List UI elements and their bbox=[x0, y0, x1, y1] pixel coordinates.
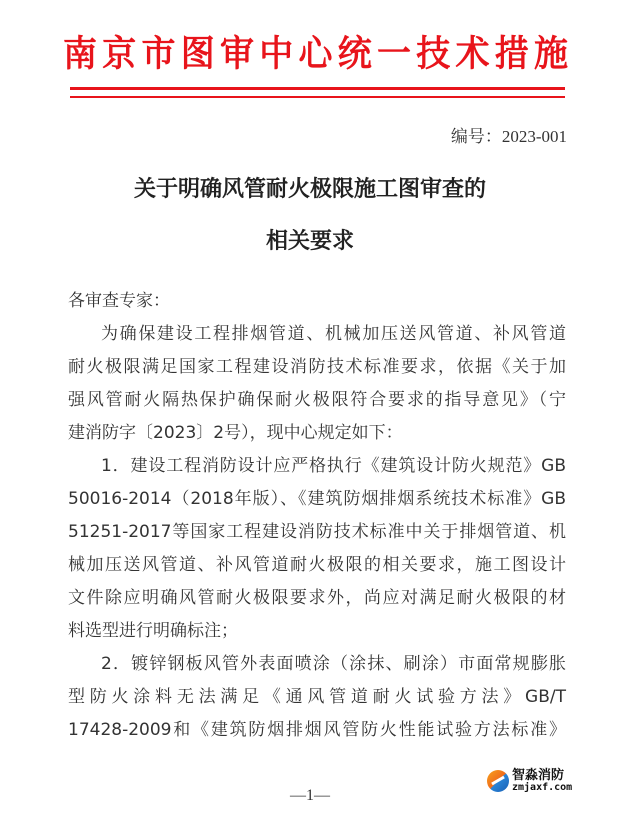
body-line: 料选型进行明确标注； bbox=[68, 621, 238, 641]
document-number: 编号：2023-001 bbox=[450, 127, 567, 146]
header-divider-thick bbox=[70, 87, 565, 90]
watermark-name: 智淼消防 bbox=[512, 768, 565, 783]
watermark bbox=[487, 764, 587, 798]
body-line: 型防火涂料无法满足《通风管道耐火试验方法》GB/T bbox=[68, 687, 566, 707]
document-title-line-2: 相关要求 bbox=[265, 228, 354, 254]
salutation: 各审查专家： bbox=[68, 291, 170, 311]
body-line: 为确保建设工程排烟管道、机械加压送风管道、补风管道 bbox=[101, 324, 566, 344]
document-title-line-1: 关于明确风管耐火极限施工图审查的 bbox=[133, 176, 486, 202]
header-divider-thin bbox=[70, 96, 565, 98]
watermark-text bbox=[512, 769, 572, 793]
page-number: —1— bbox=[290, 787, 330, 804]
body-line: 50016-2014（2018年版）、《建筑防烟排烟系统技术标准》GB bbox=[68, 489, 566, 509]
body-line: 械加压送风管道、补风管道耐火极限的相关要求，施工图设计 bbox=[68, 555, 566, 575]
body-line: 强风管耐火隔热保护确保耐火极限符合要求的指导意见》（宁 bbox=[68, 390, 566, 410]
body-line: 建消防字〔2023〕2号），现中心规定如下： bbox=[68, 423, 403, 443]
body-line: 文件除应明确风管耐火极限要求外，尚应对满足耐火极限的材 bbox=[68, 588, 566, 608]
body-line: 耐火极限满足国家工程建设消防技术标准要求，依据《关于加 bbox=[68, 357, 566, 377]
watermark-logo-icon bbox=[487, 770, 509, 792]
body-line: 1．建设工程消防设计应严格执行《建筑设计防火规范》GB bbox=[101, 456, 566, 476]
body-line: 51251-2017等国家工程建设消防技术标准中关于排烟管道、机 bbox=[68, 522, 566, 542]
body-line: 17428-2009和《建筑防烟排烟风管防火性能试验方法标准》 bbox=[68, 720, 566, 740]
header-title: 南京市图审中心统一技术措施 bbox=[63, 33, 568, 75]
watermark-site: zmjaxf.com bbox=[512, 782, 573, 793]
body-line: 2．镀锌钢板风管外表面喷涂（涂抹、刷涂）市面常规膨胀 bbox=[101, 654, 566, 674]
